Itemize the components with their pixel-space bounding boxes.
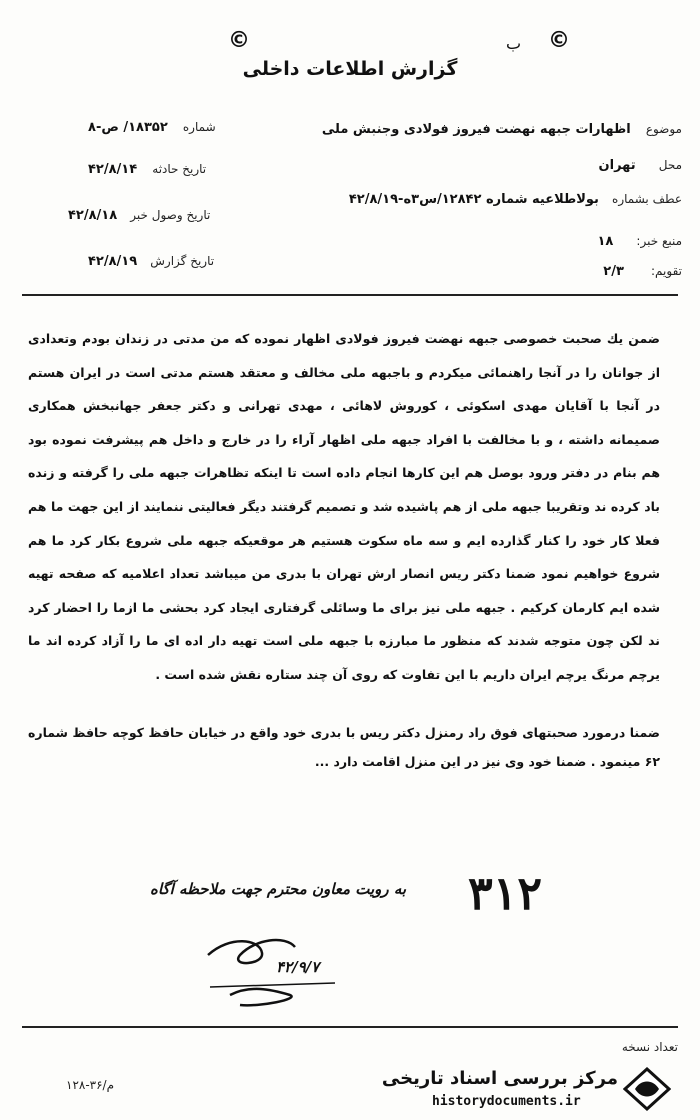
subject-label: موضوع: [645, 122, 682, 136]
handwritten-date: ۴۲/۹/۷: [276, 958, 320, 976]
archive-logo-icon: [623, 1067, 671, 1111]
source-row: [597, 230, 682, 249]
receipt-date-value: ۴۲/۸/۱۸: [68, 208, 118, 223]
number-value: ۱۸۳۵۲/ ص-۸: [88, 120, 168, 135]
header-mark-left: ©: [228, 28, 250, 53]
place-value: تهران: [598, 158, 636, 173]
receipt-date-label: تاریخ وصول خبر: [130, 208, 211, 222]
header-mark-middle: ب: [506, 34, 522, 53]
body-paragraph-1: ضمن یك صحبت خصوصی جبهه نهضت فیروز فولادی اظهار نموده كه من مدتی در زندان بودم وتعدادی از جوانان را در آنجا راهنمائی میكردم و باجبهه ملی مخالف و معتقد هستم مدتی است در ایران هستم در آنجا با آقایان مهدی اسكوئی ، كوروش لاهائی ، مهدی تهرانی و دكتر جعفر جهانبخش همكاری صمیمانه داشته ، و با مخالفت با افراد جبهه ملی اظهار آراء را در خارج و داخل هم پیشرفت نموده بود هم بنام در دفتر ورود بوصل هم این كارها انجام داده است تا اینكه تظاهرات جبهه ملی را گرفته و زنده باد كرده ند وتقریبا جبهه ملی از هم پاشیده شد و تصمیم گرفتند دیگر فعالیتی ننمایند از این جهت ما هم فعلا كار خود را كنار گذارده ایم و سه ماه سكوت هستیم هر موقعیكه جبهه ملی شروع بكار كرد ما هم شروع خواهیم نمود ضمنا دكتر ریس انصار ارش تهران با بدری من میباشد تعداد اعلامیه كه صفحه تهیه شده ایم كارمان كركیم . جبهه ملی نیز برای ما وسائلی گرفتاری ایجاد كرد بحشی ما ازما را احضار كرد ند لكن چون متوجه شدند كه منظور ما مبارزه با جبهه ملی است تهیه دار اده ای ما را آزاد كرده اند ما یرچم مرنگ یرچم ایران داریم با این تفاوت كه روی آن چند ستاره نقش شده است .: [28, 331, 660, 682]
event-date-value: ۴۲/۸/۱۴: [88, 162, 138, 177]
separator-line: [22, 294, 678, 296]
watermark-url: historydocuments.ir: [432, 1094, 581, 1109]
reference-value: بولاطلاعیه شماره ۱۲۸۴۲/س۳ه-۴۲/۸/۱۹: [348, 192, 599, 207]
file-number-handwritten: ۳۱۲: [468, 866, 543, 920]
receipt-date-row: [68, 204, 210, 223]
watermark-org-name: مرکز بررسی اسناد تاریخی: [381, 1068, 618, 1089]
rating-row: [603, 260, 682, 279]
place-row: [599, 154, 682, 173]
header-mark-right: ©: [548, 28, 570, 53]
event-date-label: تاریخ حادثه: [152, 162, 207, 176]
report-date-label: تاریخ گزارش: [150, 254, 215, 268]
form-code: ۱۲۸-۳۶/م: [66, 1078, 115, 1092]
source-label: منبع خبر:: [636, 234, 682, 248]
number-row: [88, 116, 216, 135]
report-date-value: ۴۲/۸/۱۹: [88, 254, 138, 269]
body-paragraph-2: ضمنا درمورد صحبتهای فوق راد رمنزل دكتر ریس با بدری خود واقع در خیابان حافظ كوچه حافظ شماره ۶۲ مینمود . ضمنا خود وی نیز در این منزل اقامت دارد ...: [28, 725, 660, 769]
report-date-row: [88, 250, 214, 269]
page-title: گزارش اطلاعات داخلی: [242, 58, 458, 80]
reference-label: عطف بشماره: [612, 192, 682, 206]
handwritten-note: به رویت معاون محترم جهت ملاحظه آگاه: [150, 880, 407, 898]
footer-separator: [22, 1026, 678, 1028]
number-label: شماره: [182, 120, 216, 134]
rating-value: ۲/۳: [603, 264, 624, 279]
place-label: محل: [658, 158, 682, 172]
subject-value: اظهارات جبهه نهضت فیروز فولادی وجنبش ملی: [321, 122, 631, 137]
event-date-row: [88, 158, 206, 177]
source-value: ۱۸: [597, 234, 614, 249]
subject-row: [322, 118, 682, 137]
copies-label: تعداد نسخه: [621, 1040, 678, 1054]
reference-row: [349, 188, 682, 207]
rating-label: تقویم:: [651, 264, 682, 278]
